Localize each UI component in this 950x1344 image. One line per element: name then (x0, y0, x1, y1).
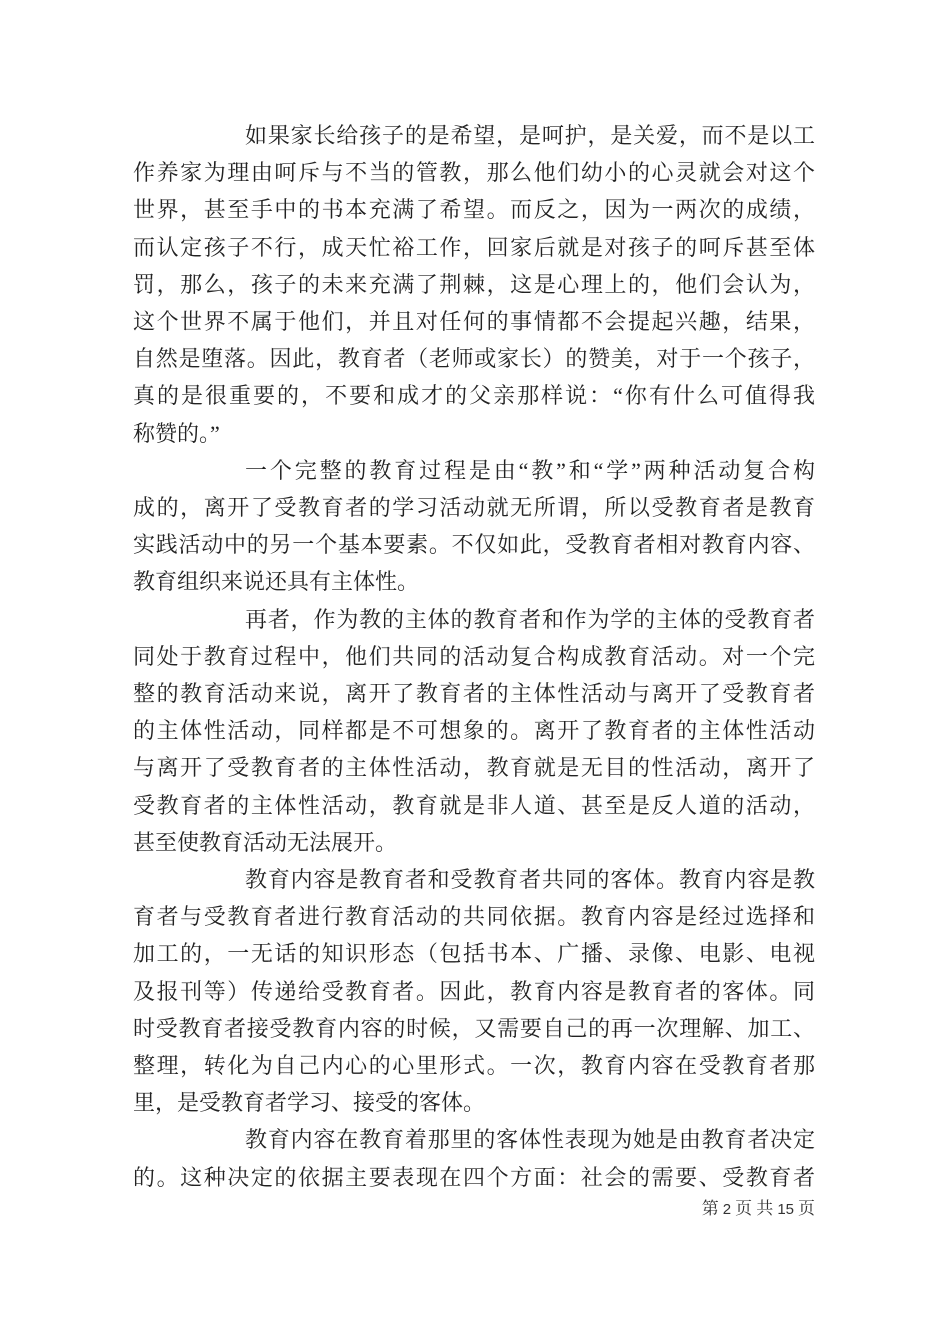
text-line: 育者与受教育者进行教育活动的共同依据。教育内容是经过选择和 (133, 904, 815, 930)
text-line: 教育内容是教育者和受教育者共同的客体。教育内容是教 (245, 867, 815, 893)
paragraph (133, 117, 815, 452)
text-line: 及报刊等）传递给受教育者。因此，教育内容是教育者的客体。同 (133, 978, 815, 1004)
text-line: 这个世界不属于他们，并且对任何的事情都不会提起兴趣，结果， (133, 309, 815, 335)
footer-middle-label: 页 共 (735, 1199, 774, 1218)
text-line: 教育内容在教育着那里的客体性表现为她是由教育者决定 (245, 1127, 815, 1153)
paragraph (133, 452, 815, 601)
text-line: 甚至使教育活动无法展开。 (133, 829, 398, 855)
text-line: 成的，离开了受教育者的学习活动就无所谓，所以受教育者是教育 (133, 495, 815, 521)
text-line: 时受教育者接受教育内容的时候，又需要自己的再一次理解、加工、 (133, 1015, 815, 1041)
paragraph (133, 861, 815, 1121)
footer-suffix-label: 页 (798, 1199, 815, 1218)
text-line: 一个完整的教育过程是由“教”和“学”两种活动复合构 (245, 457, 815, 483)
document-body (133, 117, 815, 1196)
text-line: 世界，甚至手中的书本充满了希望。而反之，因为一两次的成绩， (133, 197, 815, 223)
text-line: 加工的，一无话的知识形态（包括书本、广播、录像、电影、电视 (133, 941, 815, 967)
footer-total-pages: 15 (777, 1201, 794, 1218)
text-line: 称赞的。” (133, 420, 220, 446)
text-line: 教育组织来说还具有主体性。 (133, 569, 420, 595)
text-line: 受教育者的主体性活动，教育就是非人道、甚至是反人道的活动， (133, 792, 815, 818)
footer-prefix-label: 第 (701, 1199, 719, 1218)
text-line: 的主体性活动，同样都是不可想象的。离开了教育者的主体性活动 (133, 718, 815, 744)
text-line: 自然是堕落。因此，教育者（老师或家长）的赞美，对于一个孩子， (133, 346, 815, 372)
page-footer (133, 1199, 815, 1220)
text-line: 实践活动中的另一个基本要素。不仅如此，受教育者相对教育内容、 (133, 532, 815, 558)
paragraph (133, 1121, 815, 1195)
text-line: 的。这种决定的依据主要表现在四个方面：社会的需要、受教育者 (133, 1164, 815, 1190)
text-line: 再者，作为教的主体的教育者和作为学的主体的受教育者 (245, 606, 815, 632)
paragraph (133, 601, 815, 861)
text-line: 里，是受教育者学习、接受的客体。 (133, 1090, 486, 1116)
footer-page-number: 2 (722, 1201, 732, 1218)
text-line: 罚，那么，孩子的未来充满了荆棘，这是心理上的，他们会认为， (133, 271, 815, 297)
text-line: 真的是很重要的，不要和成才的父亲那样说：“你有什么可值得我 (133, 383, 815, 409)
text-line: 而认定孩子不行，成天忙裕工作，回家后就是对孩子的呵斥甚至体 (133, 234, 815, 260)
text-line: 作养家为理由呵斥与不当的管教，那么他们幼小的心灵就会对这个 (133, 160, 815, 186)
text-line: 如果家长给孩子的是希望，是呵护，是关爱，而不是以工 (245, 123, 815, 148)
text-line: 与离开了受教育者的主体性活动，教育就是无目的性活动，离开了 (133, 755, 815, 781)
text-line: 整的教育活动来说，离开了教育者的主体性活动与离开了受教育者 (133, 681, 815, 707)
text-line: 整理，转化为自己内心的心里形式。一次，教育内容在受教育者那 (133, 1053, 815, 1079)
text-line: 同处于教育过程中，他们共同的活动复合构成教育活动。对一个完 (133, 643, 815, 669)
